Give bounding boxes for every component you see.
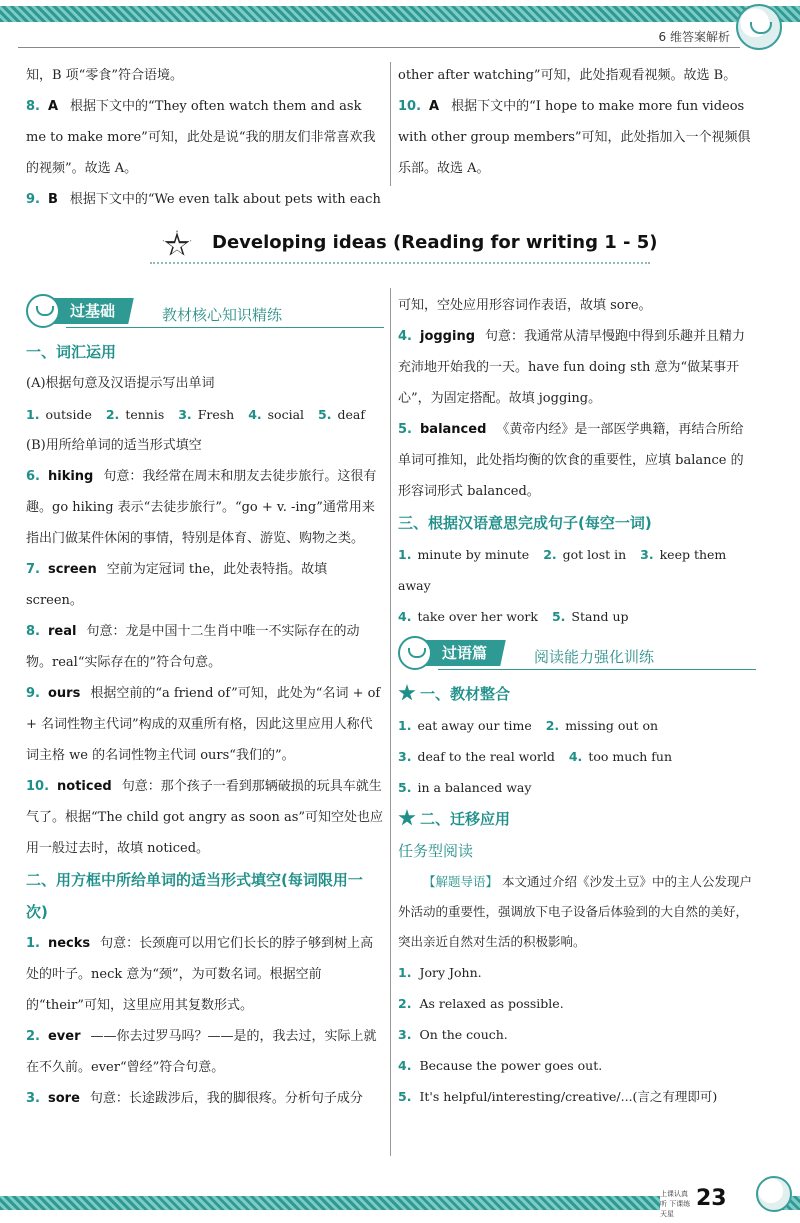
item-explanation: 句意：那个孩子一看到那辆破损的玩具车就生气了。根据“The child got angry as soon as”可知空处也应用一般过去时，故填 noticed。 xyxy=(26,779,384,856)
task-answer-2 xyxy=(398,988,756,1019)
answer-word: Fresh xyxy=(197,407,235,422)
item-answer: A xyxy=(47,99,59,114)
item-number: 1. xyxy=(26,936,40,951)
item-explanation: 《黄帝内经》是一部医学典籍，再结合所给单词可推知，此处指均衡的饮食的重要性，应填 balance 的形容词形式 balanced。 xyxy=(398,422,744,499)
answer-keyword: necks xyxy=(47,936,91,951)
part-a-answers xyxy=(26,399,384,430)
item-number: 4. xyxy=(398,329,412,344)
task-answer-5 xyxy=(398,1081,756,1112)
integration-answers-row2 xyxy=(398,741,756,772)
answer-keyword: screen xyxy=(47,562,97,577)
banner-tag: 过语篇 xyxy=(409,640,506,666)
item-number: 3. xyxy=(398,749,412,764)
translation-heading: 三、根据汉语意思完成句子(每空一词) xyxy=(398,514,652,532)
continued-text: 知，B 项“零食”符合语境。 xyxy=(26,68,183,83)
guide-text: 本文通过介绍《沙发土豆》中的主人公发现户外活动的重要性，强调放下电子设备后体验到的大自然的美好，突出亲近自然对生活的积极影响。 xyxy=(398,874,753,949)
top-decorative-band xyxy=(0,6,800,22)
mascot-icon xyxy=(26,294,60,328)
item-number: 4. xyxy=(568,749,583,764)
answer-phrase: missing out on xyxy=(565,718,659,733)
answer-text: As relaxed as possible. xyxy=(419,996,564,1011)
answer-item-b7 xyxy=(26,554,384,616)
fill-box-heading: 二、用方框中所给单词的适当形式填空(每词限用一次) xyxy=(26,871,363,921)
continued-text: 可知，空处应用形容词作表语，故填 sore。 xyxy=(398,298,652,313)
answer-item-c3 xyxy=(26,1083,384,1114)
item-number: 3. xyxy=(26,1091,40,1106)
answer-item-9 xyxy=(26,184,384,215)
item-number: 6. xyxy=(26,469,40,484)
answer-word: deaf xyxy=(337,407,365,422)
section-dotted-rule xyxy=(150,262,650,264)
answer-keyword: balanced xyxy=(419,422,487,437)
answer-phrase: deaf to the real world xyxy=(417,749,555,764)
part-a-instruction: (A)根据句意及汉语提示写出单词 xyxy=(26,376,215,391)
item-number: 5. xyxy=(551,609,566,624)
answer-phrase: take over her work xyxy=(417,609,538,624)
translation-answers-row2 xyxy=(398,601,756,632)
item-number: 2. xyxy=(26,1029,40,1044)
task-answer-4 xyxy=(398,1050,756,1081)
answer-phrase: minute by minute xyxy=(417,547,530,562)
footer-slogan: 上课认真听 下课练天星 xyxy=(660,1190,691,1218)
column-divider-top xyxy=(390,62,391,186)
item-number: 2. xyxy=(398,996,412,1011)
item-explanation: 根据下文中的“They often watch them and ask me to make more”可知，此处是说“我的朋友们非常喜欢我的视频”。故选 A。 xyxy=(26,99,376,176)
answer-item-b6 xyxy=(26,461,384,554)
task-reading-heading: 任务型阅读 xyxy=(398,842,474,860)
banner-subtitle: 阅读能力强化训练 xyxy=(534,648,655,666)
answer-phrase: too much fun xyxy=(588,749,673,764)
item-number: 8. xyxy=(26,99,40,114)
item-answer: B xyxy=(47,192,58,207)
solution-guide xyxy=(398,867,756,957)
item-number: 1. xyxy=(26,407,40,422)
answer-word: tennis xyxy=(125,407,165,422)
answer-item-b9 xyxy=(26,678,384,771)
guide-label: 【解题导语】 xyxy=(423,874,499,889)
answer-keyword: jogging xyxy=(419,329,475,344)
answer-phrase: Stand up xyxy=(571,609,629,624)
item-number: 5. xyxy=(398,1089,412,1104)
answer-item-c5 xyxy=(398,414,756,507)
answer-keyword: ever xyxy=(47,1029,81,1044)
part-b-instruction: (B)用所给单词的适当形式填空 xyxy=(26,438,202,453)
section-heading xyxy=(0,224,800,270)
answer-text: Jory John. xyxy=(419,965,482,980)
answer-keyword: hiking xyxy=(47,469,94,484)
item-number: 5. xyxy=(398,780,412,795)
answer-text: Because the power goes out. xyxy=(419,1058,603,1073)
item-number: 8. xyxy=(26,624,40,639)
basics-banner xyxy=(26,294,384,330)
mascot-icon xyxy=(398,636,432,670)
item-number: 1. xyxy=(398,718,412,733)
section-title: Developing ideas (Reading for writing 1 - 5) xyxy=(212,232,658,253)
item-number: 5. xyxy=(398,422,412,437)
item-number: 10. xyxy=(398,99,422,114)
answer-phrase: in a balanced way xyxy=(417,780,532,795)
answer-phrase: eat away our time xyxy=(417,718,532,733)
item-number: 4. xyxy=(398,609,412,624)
answer-item-c4 xyxy=(398,321,756,414)
item-number: 4. xyxy=(398,1058,412,1073)
item-explanation: ——你去过罗马吗？——是的，我去过，实际上就在不久前。ever“曾经”符合句意。 xyxy=(26,1029,377,1075)
answer-item-b10 xyxy=(26,771,384,864)
page-number: 23 xyxy=(696,1186,727,1211)
item-explanation: 根据下文中的“We even talk about pets with each xyxy=(69,192,381,207)
translation-answers-row1 xyxy=(398,539,756,601)
task-answer-1 xyxy=(398,957,756,988)
task-answer-3 xyxy=(398,1019,756,1050)
header-rule xyxy=(18,47,740,48)
page-header xyxy=(0,22,800,50)
answer-text: It's helpful/interesting/creative/...(言之有理即可) xyxy=(419,1089,718,1104)
banner-subtitle: 教材核心知识精练 xyxy=(162,306,283,324)
answer-word: outside xyxy=(45,407,92,422)
mascot-footer-icon xyxy=(756,1176,792,1212)
answer-item-c2 xyxy=(26,1021,384,1083)
item-explanation: 句意：我通常从清早慢跑中得到乐趣并且精力充沛地开始我的一天。have fun doing sth 意为“做某事开心”，为固定搭配。故填 jogging。 xyxy=(398,329,746,406)
answer-word: social xyxy=(267,407,305,422)
item-explanation: 句意：长途跋涉后，我的脚很疼。分析句子成分 xyxy=(89,1091,363,1106)
answer-keyword: sore xyxy=(47,1091,80,1106)
continued-text: other after watching”可知，此处指观看视频。故选 B。 xyxy=(398,68,737,83)
answer-keyword: ours xyxy=(47,686,81,701)
item-explanation: 句意：长颈鹿可以用它们长长的脖子够到树上高处的叶子。neck 意为“颈”，为可数名词。根据空前的“their”可知，这里应用其复数形式。 xyxy=(26,936,374,1013)
item-number: 2. xyxy=(545,718,560,733)
answer-item-b8 xyxy=(26,616,384,678)
mascot-logo-icon xyxy=(736,4,782,50)
reading-banner xyxy=(398,636,756,672)
transfer-heading: 二、迁移应用 xyxy=(398,803,756,835)
answer-keyword: real xyxy=(47,624,77,639)
top-right-column xyxy=(398,60,756,184)
item-explanation: 根据空前的“a friend of”可知，此处为“名词 + of + 名词性物主代词”构成的双重所有格，因此这里应用人称代词主格 we 的名词性物主代词 ours“我们的”。 xyxy=(26,686,381,763)
item-number: 3. xyxy=(640,547,654,562)
textbook-integration-heading: 一、教材整合 xyxy=(398,678,756,710)
item-number: 9. xyxy=(26,192,40,207)
banner-tag: 过基础 xyxy=(37,298,134,324)
item-explanation: 句意：我经常在周末和朋友去徒步旅行。这很有趣。go hiking 表示“去徒步旅行”。“go + v. -ing”通常用来指出门做某件休闲的事情，特别是体育、游览、购物之类。 xyxy=(26,469,377,546)
integration-answers-row3 xyxy=(398,772,756,803)
answer-item-10 xyxy=(398,91,756,184)
item-explanation: 空前为定冠词 the，此处表特指。故填 screen。 xyxy=(26,562,328,608)
item-number: 5. xyxy=(318,407,332,422)
item-explanation: 根据下文中的“I hope to make more fun videos with other group members”可知，此处指加入一个视频俱乐部。故选 A。 xyxy=(398,99,751,176)
item-number: 3. xyxy=(398,1027,412,1042)
main-right-column xyxy=(398,290,756,1112)
answer-item-8 xyxy=(26,91,384,184)
header-tagline: 6 维答案解析 xyxy=(658,30,730,44)
item-number: 7. xyxy=(26,562,40,577)
item-number: 9. xyxy=(26,686,40,701)
item-number: 4. xyxy=(248,407,262,422)
item-number: 1. xyxy=(398,547,412,562)
main-left-column xyxy=(26,290,384,1114)
answer-keyword: noticed xyxy=(57,779,112,794)
answer-item-c1 xyxy=(26,928,384,1021)
answer-text: On the couch. xyxy=(419,1027,508,1042)
column-divider-main xyxy=(390,288,391,1156)
integration-answers-row1 xyxy=(398,710,756,741)
answer-phrase: keep them away xyxy=(398,547,727,593)
top-left-column xyxy=(26,60,384,215)
item-number: 10. xyxy=(26,779,50,794)
item-explanation: 句意：龙是中国十二生肖中唯一不实际存在的动物。real“实际存在的”符合句意。 xyxy=(26,624,360,670)
item-number: 3. xyxy=(178,407,192,422)
item-number: 1. xyxy=(398,965,412,980)
vocab-heading: 一、词汇运用 xyxy=(26,343,117,361)
answer-phrase: got lost in xyxy=(562,547,627,562)
item-number: 2. xyxy=(543,547,557,562)
item-number: 2. xyxy=(105,407,120,422)
item-answer: A xyxy=(429,99,440,114)
